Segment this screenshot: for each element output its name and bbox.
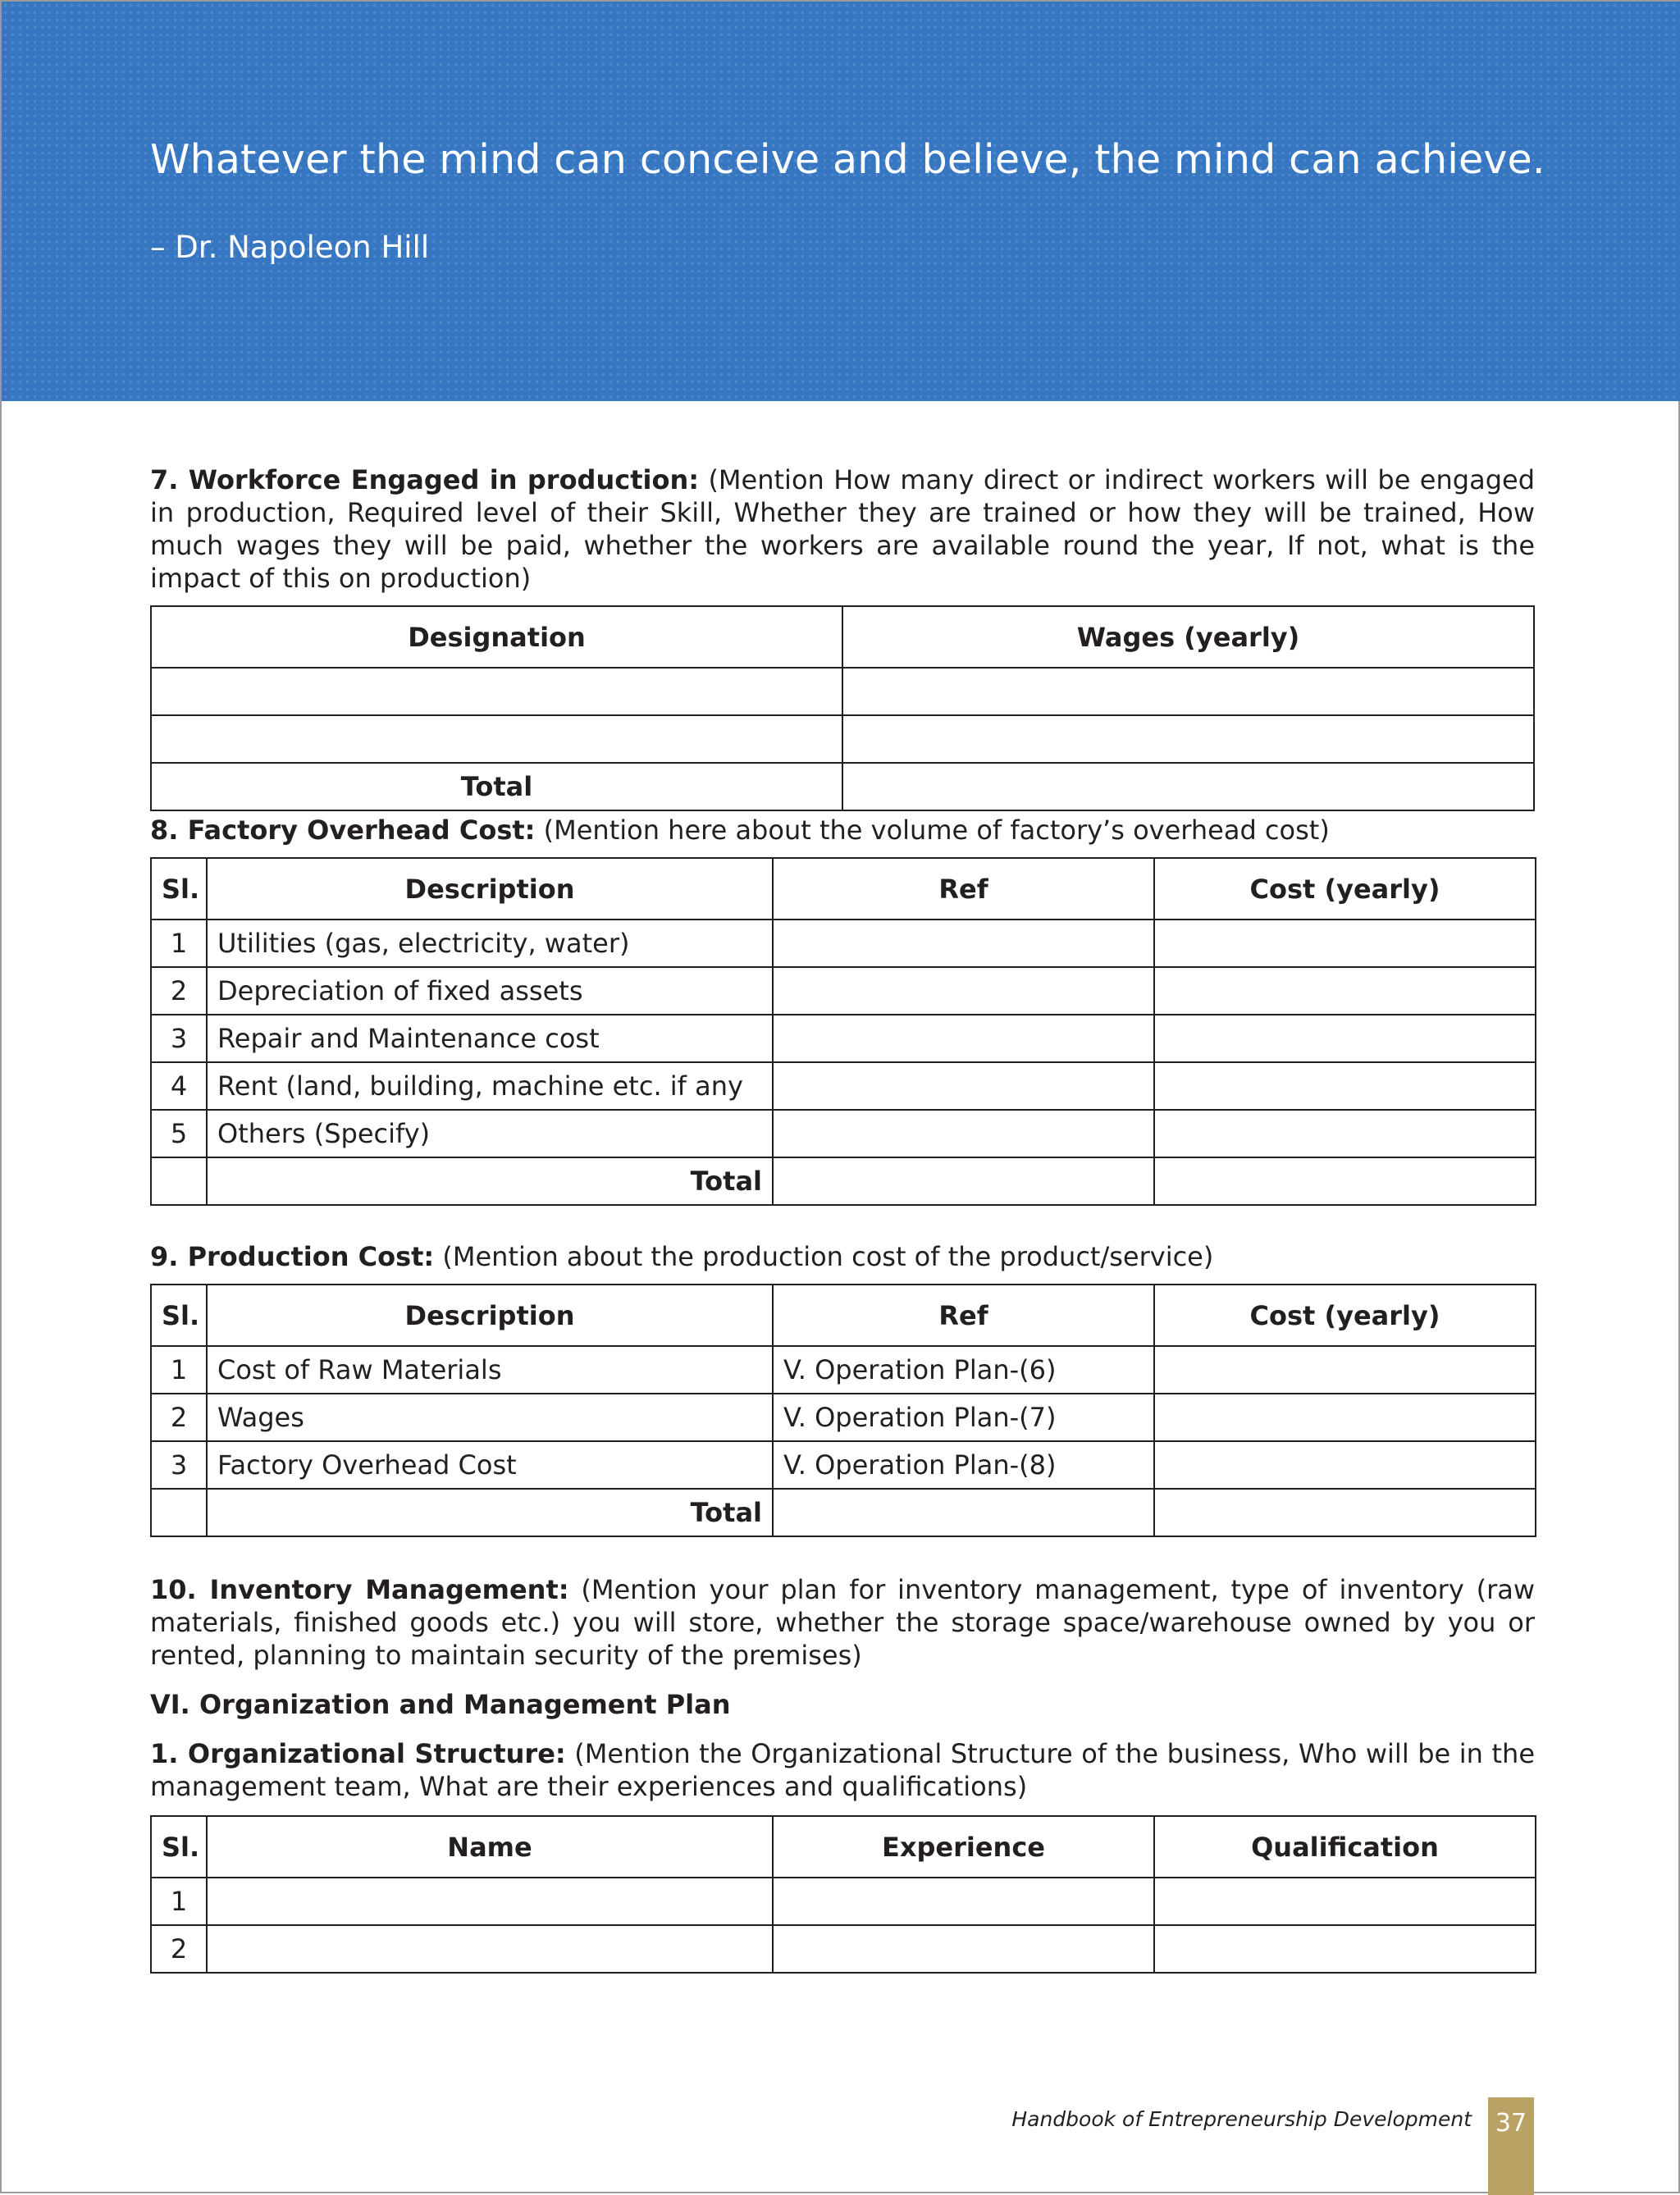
quote-text: Whatever the mind can conceive and believe, the mind can achieve.: [150, 136, 1545, 183]
total-row: [151, 1157, 1536, 1205]
designation-cell[interactable]: [151, 668, 842, 715]
footer-book-title: Handbook of Entrepreneurship Development: [1011, 2107, 1472, 2131]
table-header-row: [151, 606, 1534, 668]
header-ref: Ref: [773, 1285, 1154, 1346]
name-cell[interactable]: [207, 1925, 773, 1973]
section-inventory: [150, 1573, 1535, 1974]
description-cell: Depreciation of fixed assets: [207, 967, 773, 1015]
header-sl: Sl.: [151, 858, 207, 920]
header-description: Description: [207, 858, 773, 920]
cost-cell[interactable]: [1154, 1062, 1536, 1110]
ref-cell[interactable]: [773, 920, 1154, 967]
quote-author: – Dr. Napoleon Hill: [150, 230, 430, 265]
table-row: [151, 1925, 1536, 1973]
header-banner: [2, 2, 1680, 401]
sl-cell: 3: [151, 1441, 207, 1489]
table-row: [151, 967, 1536, 1015]
cost-cell[interactable]: [1154, 1441, 1536, 1489]
sl-cell: [151, 1489, 207, 1536]
section-org-title: 1. Organizational Structure:: [150, 1738, 566, 1769]
table-row: [151, 1062, 1536, 1110]
section-production-intro: [150, 1240, 1535, 1273]
total-label: Total: [207, 1489, 773, 1536]
sl-cell: 1: [151, 1346, 207, 1394]
table-row: [151, 1015, 1536, 1062]
table-row: [151, 920, 1536, 967]
section-factory-overhead: [150, 814, 1535, 1206]
section-overhead-desc: (Mention here about the volume of factory’s overhead cost): [535, 815, 1330, 846]
sl-cell: 1: [151, 920, 207, 967]
header-cost: Cost (yearly): [1154, 1285, 1536, 1346]
cost-cell[interactable]: [1154, 920, 1536, 967]
sl-cell: 2: [151, 1925, 207, 1973]
cost-cell[interactable]: [1154, 1015, 1536, 1062]
experience-cell[interactable]: [773, 1925, 1154, 1973]
workforce-table: [150, 605, 1535, 811]
ref-cell[interactable]: [773, 1110, 1154, 1157]
ref-cell: V. Operation Plan-(8): [773, 1441, 1154, 1489]
ref-cell[interactable]: [773, 967, 1154, 1015]
section-workforce-desc: (Mention How many direct or indirect workers will be engaged in production, Required level of their Skill, Whether they are trained or how they will be trained, How much wages they will be paid, whether the workers are available round the year, If not, what is the impact of this on production): [150, 464, 1536, 594]
ref-cell: V. Operation Plan-(7): [773, 1394, 1154, 1441]
section-overhead-title: 8. Factory Overhead Cost:: [150, 815, 536, 846]
section-production-cost: [150, 1240, 1535, 1537]
ref-cell[interactable]: [773, 1015, 1154, 1062]
sl-cell: 2: [151, 967, 207, 1015]
qualification-cell[interactable]: [1154, 1878, 1536, 1925]
sl-cell: 1: [151, 1878, 207, 1925]
table-header-row: [151, 1285, 1536, 1346]
experience-cell[interactable]: [773, 1878, 1154, 1925]
total-cost-cell[interactable]: [1154, 1157, 1536, 1205]
section-inventory-title: 10. Inventory Management:: [150, 1574, 569, 1605]
header-name: Name: [207, 1816, 773, 1878]
table-row: [151, 1110, 1536, 1157]
description-cell: Utilities (gas, electricity, water): [207, 920, 773, 967]
total-wages-cell[interactable]: [842, 763, 1534, 810]
description-cell: Factory Overhead Cost: [207, 1441, 773, 1489]
ref-cell[interactable]: [773, 1489, 1154, 1536]
description-cell: Repair and Maintenance cost: [207, 1015, 773, 1062]
section-workforce: [150, 463, 1535, 811]
total-row: [151, 763, 1534, 810]
org-table: [150, 1815, 1536, 1974]
section-workforce-title: 7. Workforce Engaged in production:: [150, 464, 700, 495]
header-wages: Wages (yearly): [842, 606, 1534, 668]
cost-cell[interactable]: [1154, 1346, 1536, 1394]
total-label: Total: [207, 1157, 773, 1205]
cost-cell[interactable]: [1154, 1394, 1536, 1441]
header-experience: Experience: [773, 1816, 1154, 1878]
header-sl: Sl.: [151, 1285, 207, 1346]
header-sl: Sl.: [151, 1816, 207, 1878]
section-vi-heading: VI. Organization and Management Plan: [150, 1689, 731, 1720]
ref-cell: V. Operation Plan-(6): [773, 1346, 1154, 1394]
description-cell: Rent (land, building, machine etc. if any: [207, 1062, 773, 1110]
header-qualification: Qualification: [1154, 1816, 1536, 1878]
qualification-cell[interactable]: [1154, 1925, 1536, 1973]
production-table: [150, 1284, 1536, 1537]
total-label: Total: [151, 763, 842, 810]
table-row: [151, 715, 1534, 763]
description-cell: Wages: [207, 1394, 773, 1441]
section-production-desc: (Mention about the production cost of the product/service): [434, 1241, 1214, 1272]
name-cell[interactable]: [207, 1878, 773, 1925]
section-inventory-desc: (Mention your plan for inventory management, type of inventory (raw materials, finished goods etc.) you will store, whether the storage space/warehouse owned by you or rented, planning to maintain security of the premises): [150, 1574, 1536, 1671]
designation-cell[interactable]: [151, 715, 842, 763]
section-org-desc: (Mention the Organizational Structure of the business, Who will be in the management team, What are their experiences and qualifications): [150, 1738, 1536, 1802]
table-row: [151, 1878, 1536, 1925]
header-description: Description: [207, 1285, 773, 1346]
table-header-row: [151, 858, 1536, 920]
section-workforce-intro: [150, 463, 1535, 595]
ref-cell[interactable]: [773, 1157, 1154, 1205]
description-cell: Others (Specify): [207, 1110, 773, 1157]
table-row: [151, 668, 1534, 715]
section-inventory-intro: [150, 1573, 1535, 1672]
sl-cell: 5: [151, 1110, 207, 1157]
total-row: [151, 1489, 1536, 1536]
table-row: [151, 1346, 1536, 1394]
sl-cell: 4: [151, 1062, 207, 1110]
description-cell: Cost of Raw Materials: [207, 1346, 773, 1394]
section-overhead-intro: [150, 814, 1535, 847]
section-production-title: 9. Production Cost:: [150, 1241, 435, 1272]
table-row: [151, 1394, 1536, 1441]
total-cost-cell[interactable]: [1154, 1489, 1536, 1536]
section-org-intro: [150, 1737, 1535, 1803]
header-designation: Designation: [151, 606, 842, 668]
overhead-table: [150, 857, 1536, 1206]
wages-cell[interactable]: [842, 715, 1534, 763]
table-row: [151, 1441, 1536, 1489]
header-ref: Ref: [773, 858, 1154, 920]
sl-cell: [151, 1157, 207, 1205]
header-cost: Cost (yearly): [1154, 858, 1536, 920]
sl-cell: 3: [151, 1015, 207, 1062]
page-number: 37: [1488, 2097, 1534, 2195]
table-header-row: [151, 1816, 1536, 1878]
ref-cell[interactable]: [773, 1062, 1154, 1110]
wages-cell[interactable]: [842, 668, 1534, 715]
cost-cell[interactable]: [1154, 967, 1536, 1015]
cost-cell[interactable]: [1154, 1110, 1536, 1157]
sl-cell: 2: [151, 1394, 207, 1441]
